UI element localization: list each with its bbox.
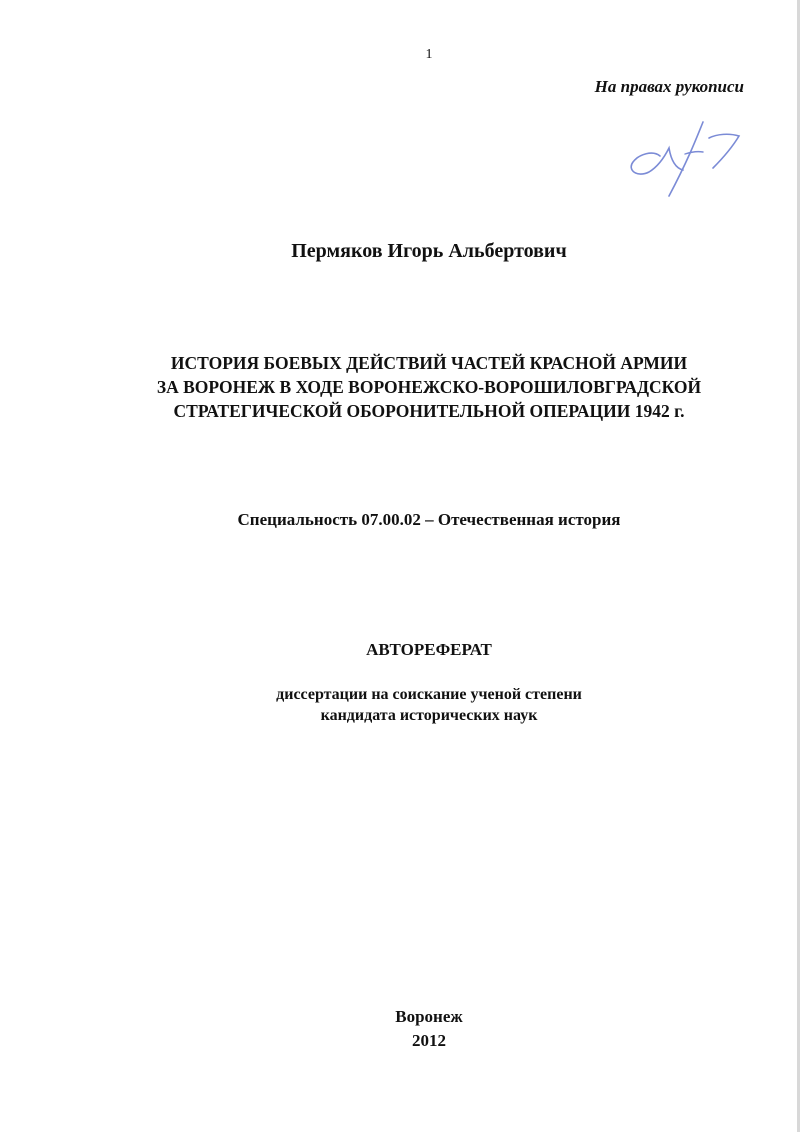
specialty: Специальность 07.00.02 – Отечественная история	[237, 510, 621, 529]
title-line-2: ЗА ВОРОНЕЖ В ХОДЕ ВОРОНЕЖСКО-ВОРОШИЛОВГРАДСКОЙ	[156, 377, 702, 397]
degree-subtitle	[0, 684, 800, 726]
title-line-1: ИСТОРИЯ БОЕВЫХ ДЕЙСТВИЙ ЧАСТЕЙ КРАСНОЙ АРМИИ	[170, 353, 688, 373]
page-number: 1	[425, 47, 433, 62]
document-type: АВТОРЕФЕРАТ	[366, 640, 492, 659]
subtitle-line-2: кандидата исторических наук	[320, 707, 538, 724]
city: Воронеж	[395, 1007, 463, 1026]
year: 2012	[412, 1031, 446, 1050]
title-line-3: СТРАТЕГИЧЕСКОЙ ОБОРОНИТЕЛЬНОЙ ОПЕРАЦИИ 1942 г.	[173, 401, 685, 421]
rights-note: На правах рукописи	[594, 77, 744, 96]
subtitle-line-1: диссертации на соискание ученой степени	[276, 686, 582, 703]
signature-icon	[625, 118, 745, 198]
dissertation-title	[0, 351, 800, 423]
author-name: Пермяков Игорь Альбертович	[291, 240, 567, 262]
